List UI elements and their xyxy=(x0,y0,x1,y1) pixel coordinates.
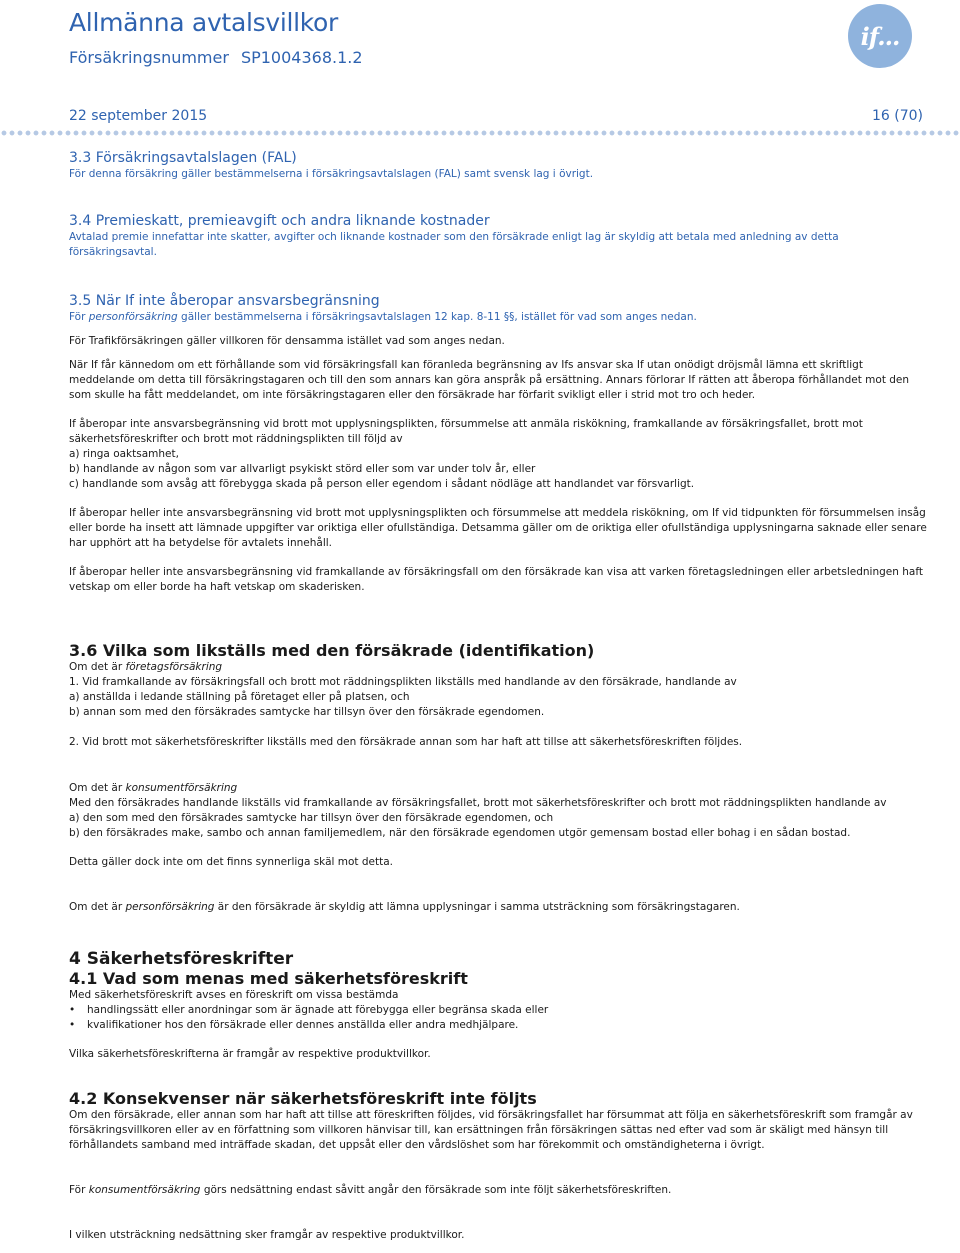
paragraph xyxy=(69,900,929,915)
list-item: 2. Vid brott mot säkerhetsföreskrifter likställs med den försäkrade annan som har haft att tillse att säkerhetsföreskriften följdes. xyxy=(69,736,743,748)
list-item: a) anställda i ledande ställning på företaget eller på platsen, och xyxy=(69,691,410,703)
paragraph: If åberopar heller inte ansvarsbegränsning vid framkallande av försäkringsfall om den försäkrade kan visa att varken företagsledningen eller arbetsledningen haft vetskap om eller borde ha haft vetskap om skaderisken. xyxy=(69,566,923,593)
policy-label: Försäkringsnummer xyxy=(69,48,229,67)
bullet-item xyxy=(69,1003,929,1018)
document-title: Allmänna avtalsvillkor xyxy=(69,8,339,37)
paragraph xyxy=(69,1183,929,1198)
text: är den försäkrade är skyldig att lämna upplysningar i samma utsträckning som försäkringstagaren. xyxy=(214,901,740,913)
text: Om det är xyxy=(69,901,126,913)
policy-number-line xyxy=(69,48,363,67)
paragraph: När If får kännedom om ett förhållande som vid försäkringsfall kan föranleda begränsning av Ifs ansvar ska If utan onödigt dröjsmål lämna ett skriftligt meddelande om detta till försäkringstagaren och till den som annars kan göra anspråk på ersättning. Annars förlorar If rätten att åberopa förhållandet mot den som skulle ha fått meddelandet, om inte försäkringstagaren eller den försäkrade har förfarit svikligt eller i strid mot tro och heder. xyxy=(69,359,910,401)
paragraph: Avtalad premie innefattar inte skatter, avgifter och liknande kostnader som den försäkrade enligt lag är skyldig att betala med anledning av detta försäkringsavtal. xyxy=(69,231,839,258)
paragraph: För denna försäkring gäller bestämmelserna i försäkringsavtalslagen (FAL) samt svensk lag i övrigt. xyxy=(69,168,594,180)
policy-number: SP1004368.1.2 xyxy=(240,48,363,67)
list-item: c) handlande som avsåg att förebygga skada på person eller egendom i sådant nödläge att handlandet var försvarligt. xyxy=(69,478,695,490)
list-item: b) annan som med den försäkrades samtycke har tillsyn över den försäkrade egendomen. xyxy=(69,706,545,718)
section-heading: 3.6 Vilka som likställs med den försäkrade (identifikation) xyxy=(69,641,595,660)
emphasis: personförsäkring xyxy=(88,311,178,323)
section-heading: 4.2 Konsekvenser när säkerhetsföreskrift inte följts xyxy=(69,1089,537,1108)
section-3-6 xyxy=(69,641,929,915)
paragraph: If åberopar heller inte ansvarsbegränsning vid brott mot upplysningsplikten och försummelse att meddela riskökning, om If vid tidpunkten för försummelsen insåg eller borde ha insett att lämnade uppgifter var oriktiga eller ofullständiga. Detsamma gäller om de oriktiga eller ofullständiga upplysningarna saknade eller senare har upphört att ha betydelse för avtalets innehåll. xyxy=(69,507,927,549)
text: Om det är xyxy=(69,661,126,673)
emphasis: företagsförsäkring xyxy=(125,661,223,673)
section-heading: 3.5 När If inte åberopar ansvarsbegränsning xyxy=(69,293,380,309)
bullet-icon: • xyxy=(69,1019,76,1031)
bullet-icon: • xyxy=(69,1004,76,1016)
if-logo xyxy=(848,4,912,68)
section-3-5 xyxy=(69,293,929,595)
paragraph: För Trafikförsäkringen gäller villkoren för densamma istället vad som anges nedan. xyxy=(69,335,505,347)
page-number: 16 (70) xyxy=(872,108,924,124)
text: För xyxy=(69,1184,89,1196)
list-item: b) handlande av någon som var allvarligt psykiskt störd eller som var under tolv år, eller xyxy=(69,463,536,475)
section-heading: 4.1 Vad som menas med säkerhetsföreskrift xyxy=(69,969,468,988)
section-3-4 xyxy=(69,213,929,260)
text: Om det är xyxy=(69,782,126,794)
logo-text: if... xyxy=(860,21,900,51)
section-4 xyxy=(69,949,929,1243)
subheading xyxy=(69,781,929,796)
emphasis: konsumentförsäkring xyxy=(125,782,238,794)
paragraph: Detta gäller dock inte om det finns synnerliga skäl mot detta. xyxy=(69,856,394,868)
list-item: a) ringa oaktsamhet, xyxy=(69,448,179,460)
subheading xyxy=(69,660,929,675)
paragraph: Om den försäkrade, eller annan som har haft att tillse att föreskriften följdes, vid försäkringsfallet har försummat att följa en säkerhetsföreskrift som framgår av försäkringsvillkoren eller av en författning som villkoren hänvisar till, kan ersättningen från försäkringen sättas ned efter vad som är skäligt med hänsyn till förhållandets samband med inträffade skadan, det uppsåt eller den vårdslöshet som har förekommit och omständigheterna i övrigt. xyxy=(69,1109,913,1151)
bullet-text: handlingssätt eller anordningar som är ägnade att förebygga eller begränsa skada eller xyxy=(87,1004,549,1016)
list-item: a) den som med den försäkrades samtycke har tillsyn över den försäkrade egendomen, och xyxy=(69,812,554,824)
emphasis: konsumentförsäkring xyxy=(88,1184,201,1196)
list-item: 1. Vid framkallande av försäkringsfall och brott mot räddningsplikten likställs med handlande av den försäkrade, handlande av xyxy=(69,676,737,688)
emphasis: personförsäkring xyxy=(125,901,215,913)
section-heading: 3.4 Premieskatt, premieavgift och andra liknande kostnader xyxy=(69,213,490,229)
bullet-item xyxy=(69,1018,929,1033)
section-heading: 3.3 Försäkringsavtalslagen (FAL) xyxy=(69,150,297,166)
paragraph xyxy=(69,310,929,325)
paragraph: I vilken utsträckning nedsättning sker framgår av respektive produktvillkor. xyxy=(69,1229,465,1241)
document-date: 22 september 2015 xyxy=(69,108,208,124)
text: För xyxy=(69,311,89,323)
text: gäller bestämmelserna i försäkringsavtalslagen 12 kap. 8-11 §§, istället för vad som anges nedan. xyxy=(177,311,697,323)
paragraph: Med den försäkrades handlande likställs vid framkallande av försäkringsfallet, brott mot säkerhetsföreskrifter och brott mot räddningsplikten handlande av xyxy=(69,797,887,809)
paragraph: Med säkerhetsföreskrift avses en föreskrift om vissa bestämda xyxy=(69,989,399,1001)
list-item: b) den försäkrades make, sambo och annan familjemedlem, när den försäkrade egendomen utgör gemensam bostad eller bohag i en sådan bostad. xyxy=(69,827,851,839)
bullet-text: kvalifikationer hos den försäkrade eller dennes anställda eller andra medhjälpare. xyxy=(87,1019,519,1031)
dotted-divider xyxy=(0,129,960,137)
text: görs nedsättning endast såvitt angår den försäkrade som inte följt säkerhetsföreskriften. xyxy=(200,1184,672,1196)
paragraph: If åberopar inte ansvarsbegränsning vid brott mot upplysningsplikten, försummelse att anmäla riskökning, framkallande av försäkringsfallet, brott mot säkerhetsföreskrifter och brott mot räddningsplikten till följd av xyxy=(69,418,863,445)
paragraph: Vilka säkerhetsföreskrifterna är framgår av respektive produktvillkor. xyxy=(69,1048,431,1060)
section-3-3 xyxy=(69,150,929,182)
chapter-heading: 4 Säkerhetsföreskrifter xyxy=(69,949,294,969)
